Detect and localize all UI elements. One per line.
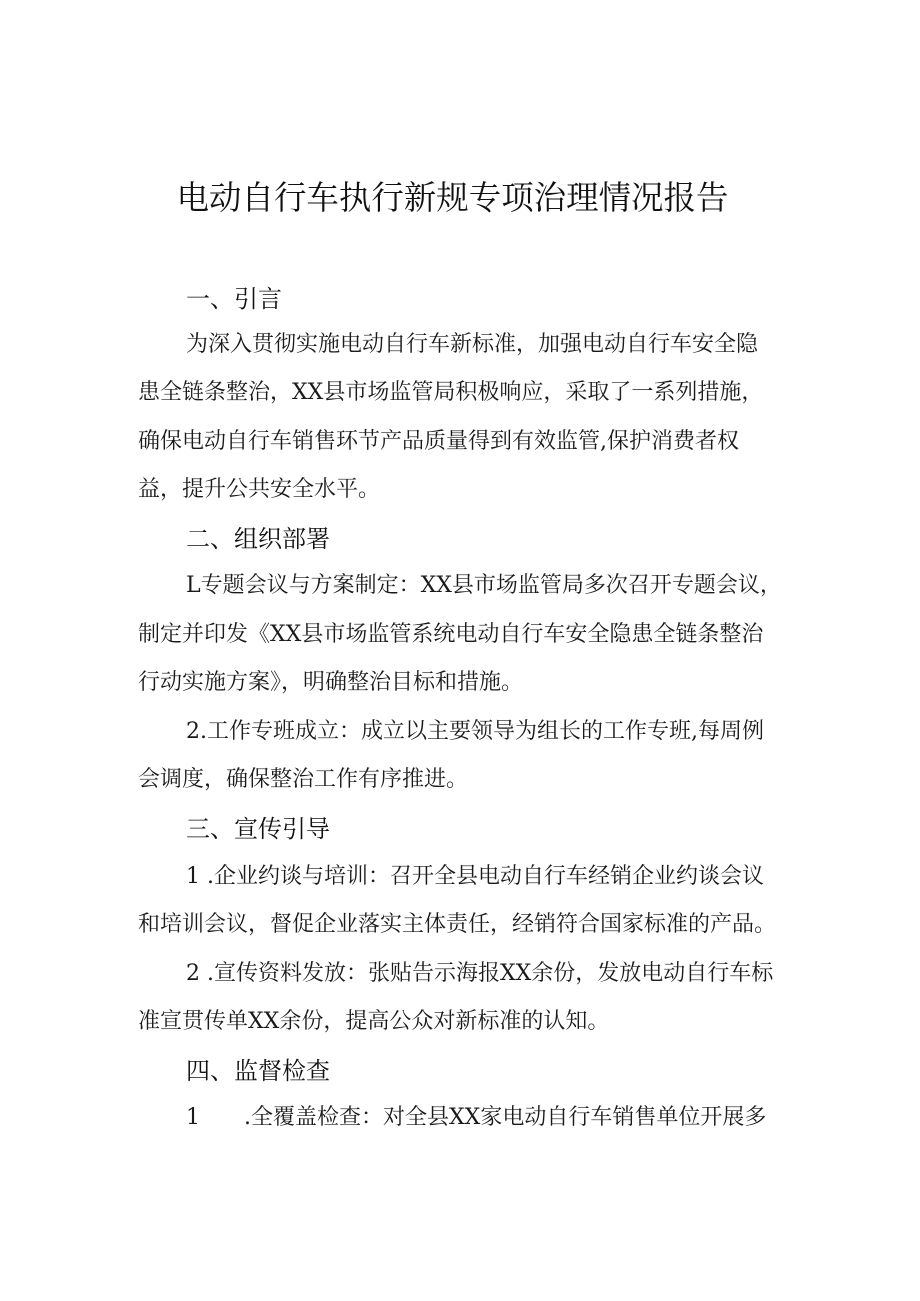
- document-title: 电动自行车执行新规专项治理情况报告: [176, 178, 729, 217]
- paragraph-line: 制定并印发《XX县市场监管系统电动自行车安全隐患全链条整治: [138, 622, 764, 647]
- paragraph-line: 1 .企业约谈与培训：召开全县电动自行车经销企业约谈会议: [186, 864, 764, 889]
- paragraph-line: L专题会议与方案制定：XX县市场监管局多次召开专题会议，: [186, 573, 782, 598]
- section-heading-introduction: 一、引言: [186, 285, 282, 313]
- section-heading-inspection: 四、监督检查: [186, 1057, 330, 1085]
- paragraph-line: 准宣贯传单XX余份，提高公众对新标准的认知。: [138, 1009, 610, 1034]
- section-heading-organization: 二、组织部署: [186, 525, 330, 553]
- paragraph-line: 和培训会议，督促企业落实主体责任，经销符合国家标准的产品。: [138, 912, 777, 937]
- paragraph-line: 益，提升公共安全水平。: [138, 477, 381, 502]
- paragraph-line: 患全链条整治，XX县市场监管局积极响应，采取了一系列措施，: [138, 380, 764, 405]
- paragraph-line: 会调度，确保整治工作有序推进。: [138, 767, 469, 792]
- paragraph-line: 2.工作专班成立：成立以主要领导为组长的工作专班,每周例: [186, 719, 764, 744]
- paragraph-line: 2 .宣传资料发放：张贴告示海报XX余份，发放电动自行车标: [186, 961, 774, 986]
- paragraph-line: 行动实施方案》，明确整治目标和措施。: [138, 670, 524, 695]
- paragraph-line: 为深入贯彻实施电动自行车新标准，加强电动自行车安全隐: [186, 332, 759, 357]
- paragraph-line: 1 .全覆盖检查：对全县XX家电动自行车销售单位开展多: [186, 1105, 767, 1130]
- paragraph-line: 确保电动自行车销售环节产品质量得到有效监管,保护消费者权: [138, 429, 739, 454]
- section-heading-publicity: 三、宣传引导: [186, 815, 330, 843]
